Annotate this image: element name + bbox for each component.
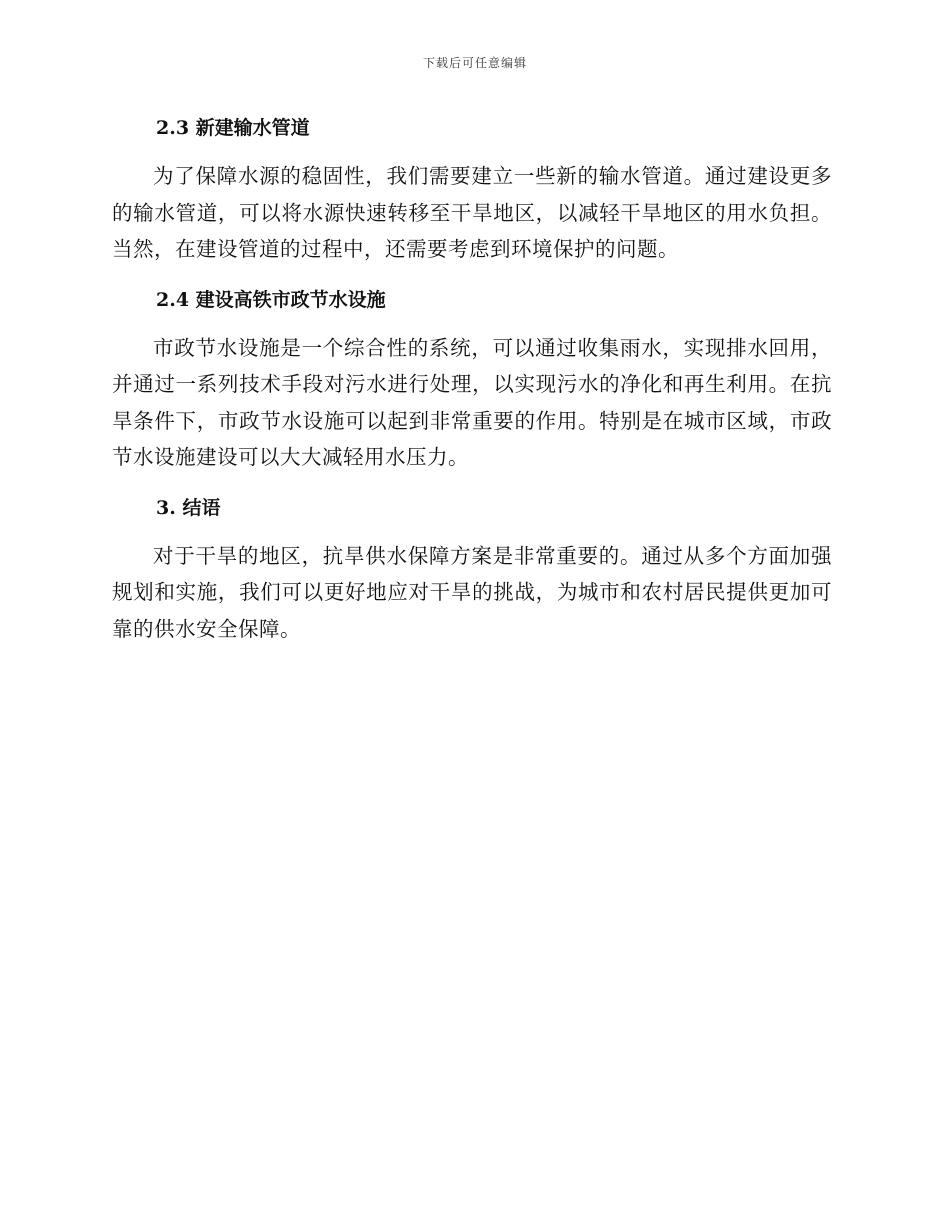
section-heading-conclusion: 3. 结语 xyxy=(156,496,221,519)
section-heading-2-3: 2.3 新建输水管道 xyxy=(156,117,310,139)
page-header-note: 下载后可任意编辑 xyxy=(422,56,527,70)
section-heading-2-4: 2.4 建设高铁市政节水设施 xyxy=(156,288,386,311)
section-paragraph-2-3: 为了保障水源的稳固性，我们需要建立一些新的输水管道。通过建设更多的输水管道，可以将水源快速转移至干旱地区，以减轻干旱地区的用水负担。当然，在建设管道的过程中，还需要考虑到环境保护的问题。 xyxy=(112,164,832,261)
section-paragraph-2-4: 市政节水设施是一个综合性的系统，可以通过收集雨水，实现排水回用，并通过一系列技术手段对污水进行处理，以实现污水的净化和再生利用。在抗旱条件下，市政节水设施可以起到非常重要的作用。特别是在城市区域，市政节水设施建设可以大大减轻用水压力。 xyxy=(112,335,832,469)
document-body xyxy=(112,108,832,659)
section-paragraph-conclusion: 对于干旱的地区，抗旱供水保障方案是非常重要的。通过从多个方面加强规划和实施，我们可以更好地应对干旱的挑战，为城市和农村居民提供更加可靠的供水安全保障。 xyxy=(112,543,832,641)
